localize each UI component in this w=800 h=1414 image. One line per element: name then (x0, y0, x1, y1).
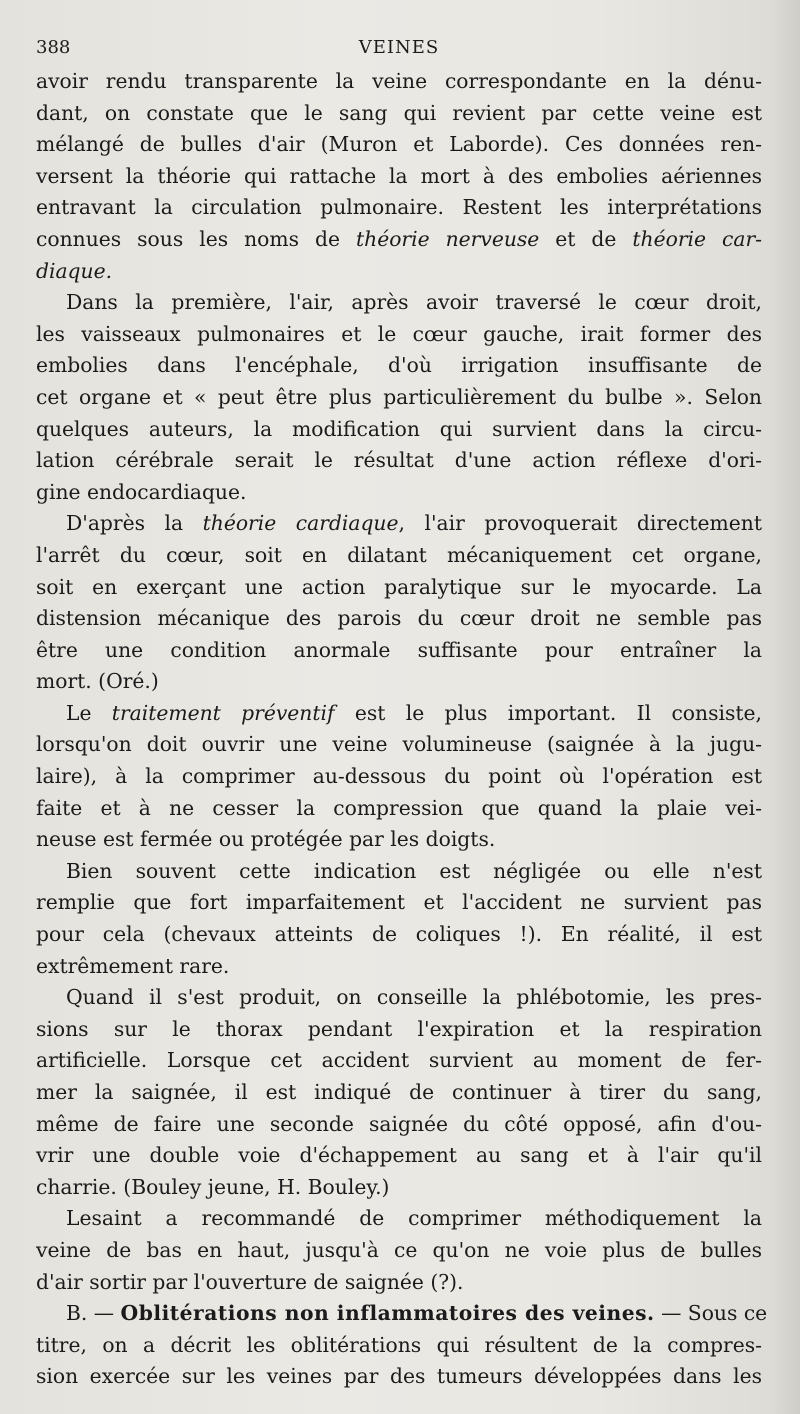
italic-term: traitement préventif (111, 700, 335, 725)
text-line: extrêmement rare. (36, 953, 230, 978)
running-title: VEINES (358, 37, 440, 58)
text-line: dant, on constate que le sang qui revient par cette veine est (36, 100, 762, 125)
text-run: est le plus important. Il consiste, (334, 700, 762, 725)
paragraph-start (36, 698, 762, 730)
paragraph-start: Quand il s'est produit, on conseille la phlébotomie, les pres- (66, 985, 762, 1010)
text-line: l'arrêt du cœur, soit en dilatant mécaniquement cet organe, (36, 542, 762, 567)
text-line: remplie que fort imparfaitement et l'accident ne survient pas (36, 890, 762, 915)
text-line: quelques auteurs, la modification qui survient dans la circu- (36, 416, 762, 441)
text-line: distension mécanique des parois du cœur droit ne semble pas (36, 606, 762, 631)
text-line: veine de bas en haut, jusqu'à ce qu'on ne voie plus de bulles (36, 1237, 762, 1262)
text-line: même de faire une seconde saignée du côté opposé, afin d'ou- (36, 1111, 762, 1136)
text-line: pour cela (chevaux atteints de coliques !). En réalité, il est (36, 922, 762, 947)
text-line: charrie. (Bouley jeune, H. Bouley.) (36, 1174, 390, 1199)
text-run: , l'air provoquerait directement (398, 511, 762, 536)
paragraph-start: Bien souvent cette indication est négligée ou elle n'est (66, 858, 762, 883)
italic-term: théorie nerveuse (356, 226, 540, 251)
paragraph-start: Dans la première, l'air, après avoir traversé le cœur droit, (66, 290, 762, 315)
text-run: et de (539, 226, 633, 251)
italic-term: théorie cardiaque (202, 511, 399, 536)
text-line: artificielle. Lorsque cet accident survient au moment de fer- (36, 1048, 762, 1073)
text-line: sion exercée sur les veines par des tumeurs développées dans les (36, 1364, 762, 1389)
text-line: gine endocardiaque. (36, 479, 247, 504)
text-line: avoir rendu transparente la veine correspondante en la dénu- (36, 69, 762, 93)
text-run: D'après la (66, 511, 203, 536)
text-run: Le (66, 700, 112, 725)
text-line: vrir une double voie d'échappement au sang et à l'air qu'il (36, 1143, 762, 1168)
section-heading: Oblitérations non inflammatoires des veines. (120, 1301, 655, 1326)
text-line: titre, on a décrit les oblitérations qui résultent de la compres- (36, 1332, 762, 1357)
body-text (36, 66, 768, 1393)
text-line: sions sur le thorax pendant l'expiration et la respiration (36, 1016, 762, 1041)
italic-term: théorie car- (632, 226, 763, 251)
page-number: 388 (36, 37, 71, 58)
text-line: embolies dans l'encéphale, d'où irrigation insuffisante de (36, 353, 762, 378)
text-line: mer la saignée, il est indiqué de continuer à tirer du sang, (36, 1080, 762, 1104)
text-line: faite et à ne cesser la compression que quand la plaie vei- (36, 795, 762, 820)
text-line: lorsqu'on doit ouvrir une veine volumineuse (saignée à la jugu- (36, 732, 762, 757)
text-line: neuse est fermée ou protégée par les doigts. (36, 827, 496, 852)
text-line: d'air sortir par l'ouverture de saignée (?). (36, 1269, 464, 1294)
text-line: laire), à la comprimer au-dessous du point où l'opération est (36, 764, 762, 789)
text-line: entravant la circulation pulmonaire. Restent les interprétations (36, 195, 762, 220)
text-line (36, 224, 762, 256)
text-line: lation cérébrale serait le résultat d'une action réflexe d'ori- (36, 448, 762, 473)
text-run: connues sous les noms de (36, 226, 356, 251)
text-line: les vaisseaux pulmonaires et le cœur gauche, irait former des (36, 321, 762, 346)
text-line: soit en exerçant une action paralytique sur le myocarde. La (36, 574, 762, 599)
paragraph-start: Lesaint a recommandé de comprimer méthodiquement la (66, 1206, 762, 1231)
running-head (36, 30, 762, 66)
text-run: — Sous ce (654, 1301, 768, 1326)
text-line: versent la théorie qui rattache la mort à des embolies aériennes (36, 163, 762, 188)
paragraph-start (36, 508, 762, 540)
text-line: mort. (Oré.) (36, 669, 159, 694)
text-line: diaque. (36, 258, 113, 283)
text-line: mélangé de bulles d'air (Muron et Laborde). Ces données ren- (36, 132, 762, 157)
text-run: B. — (66, 1301, 121, 1326)
text-line: cet organe et « peut être plus particulièrement du bulbe ». Selon (36, 384, 762, 409)
text-line: être une condition anormale suffisante pour entraîner la (36, 637, 762, 662)
section-heading-line (36, 1298, 768, 1330)
